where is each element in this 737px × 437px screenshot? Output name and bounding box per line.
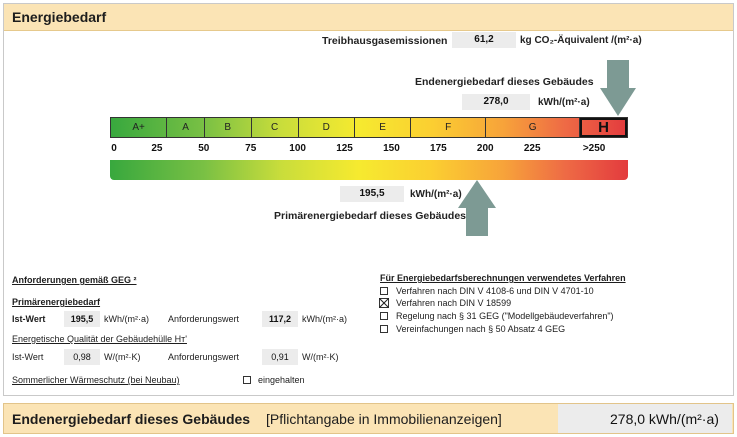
method-label-4: Vereinfachungen nach § 50 Absatz 4 GEG: [396, 324, 566, 334]
method-checkbox-4[interactable]: [380, 325, 388, 333]
envelope-ist-label: Ist-Wert: [12, 352, 44, 362]
footer-note: [Pflichtangabe in Immobilienanzeigen]: [266, 411, 502, 427]
footer-value: 278,0 kWh/(m²·a): [610, 411, 719, 427]
method-label-2: Verfahren nach DIN V 18599: [396, 298, 512, 308]
scale-tick-label: 125: [336, 143, 353, 154]
method-checkbox-2-checked-icon[interactable]: [379, 298, 389, 308]
method-checkbox-3[interactable]: [380, 312, 388, 320]
energy-class-h: H: [580, 118, 627, 137]
primary-energy-unit: kWh/(m²·a): [410, 189, 462, 200]
energy-class-b: B: [205, 118, 252, 137]
envelope-ist-unit: W/(m²·K): [104, 352, 141, 362]
scale-tick-label: 75: [245, 143, 257, 154]
primary-energy-value: 195,5: [340, 186, 404, 202]
summer-protection-label: Sommerlicher Wärmeschutz (bei Neubau): [12, 375, 180, 385]
primary-energy-arrow-icon: [458, 180, 496, 236]
scale-tick-label: 175: [430, 143, 447, 154]
scale-tick-label: 0: [111, 143, 117, 154]
scale-tick-label: >250: [582, 143, 606, 154]
envelope-requirement-unit: W/(m²·K): [302, 352, 339, 362]
ist-unit: kWh/(m²·a): [104, 314, 149, 324]
scale-tick-label: 100: [289, 143, 306, 154]
energy-gradient-bar: [110, 160, 628, 180]
energy-class-bar: [110, 117, 628, 138]
end-energy-label: Endenergiebedarf dieses Gebäudes: [415, 76, 594, 88]
requirements-heading: Anforderungen gemäß GEG ²: [12, 275, 137, 285]
scale-tick-label: 200: [476, 143, 494, 154]
energy-class-c: C: [252, 118, 299, 137]
energy-class-e: E: [355, 118, 411, 137]
requirement-label: Anforderungswert: [168, 314, 240, 324]
ist-label: Ist-Wert: [12, 314, 46, 324]
method-label-1: Verfahren nach DIN V 4108-6 und DIN V 4701-10: [396, 286, 594, 296]
requirement-value: 117,2: [262, 311, 298, 327]
summer-protection-check-label: eingehalten: [258, 375, 305, 385]
method-checkbox-1[interactable]: [380, 287, 388, 295]
energy-class-d: D: [299, 118, 355, 137]
envelope-heading: Energetische Qualität der Gebäudehülle Hт': [12, 334, 187, 344]
end-energy-arrow-icon: [600, 60, 636, 116]
emissions-label: Treibhausgasemissionen: [322, 35, 448, 47]
scale-tick-label: 150: [383, 143, 400, 154]
scale-tick-label: 25: [151, 143, 163, 154]
envelope-requirement-value: 0,91: [262, 349, 298, 365]
scale-tick-label: 50: [198, 143, 210, 154]
summer-protection-checkbox[interactable]: [243, 376, 251, 384]
header-band: [4, 4, 733, 31]
ist-value: 195,5: [64, 311, 100, 327]
energy-class-f: F: [411, 118, 486, 137]
emissions-value: 61,2: [452, 32, 516, 48]
end-energy-value: 278,0: [462, 94, 530, 110]
energy-class-g: G: [486, 118, 580, 137]
emissions-unit: kg CO₂-Äquivalent /(m²·a): [520, 35, 642, 46]
primary-energy-label: Primärenergiebedarf dieses Gebäudes: [274, 210, 466, 222]
method-label-3: Regelung nach § 31 GEG ("Modellgebäudeverfahren"): [396, 311, 614, 321]
scale-tick-label: 225: [523, 143, 541, 154]
envelope-requirement-label: Anforderungswert: [168, 352, 240, 362]
page-title: Energiebedarf: [12, 9, 107, 25]
methods-heading: Für Energiebedarfsberechnungen verwendetes Verfahren: [380, 273, 626, 283]
primary-demand-heading: Primärenergiebedarf: [12, 297, 101, 307]
energy-class-aplus: A+: [111, 118, 167, 137]
end-energy-unit: kWh/(m²·a): [538, 97, 590, 108]
footer-title: Endenergiebedarf dieses Gebäudes: [12, 411, 251, 427]
requirement-unit: kWh/(m²·a): [302, 314, 347, 324]
energy-class-a: A: [167, 118, 205, 137]
envelope-ist-value: 0,98: [64, 349, 100, 365]
